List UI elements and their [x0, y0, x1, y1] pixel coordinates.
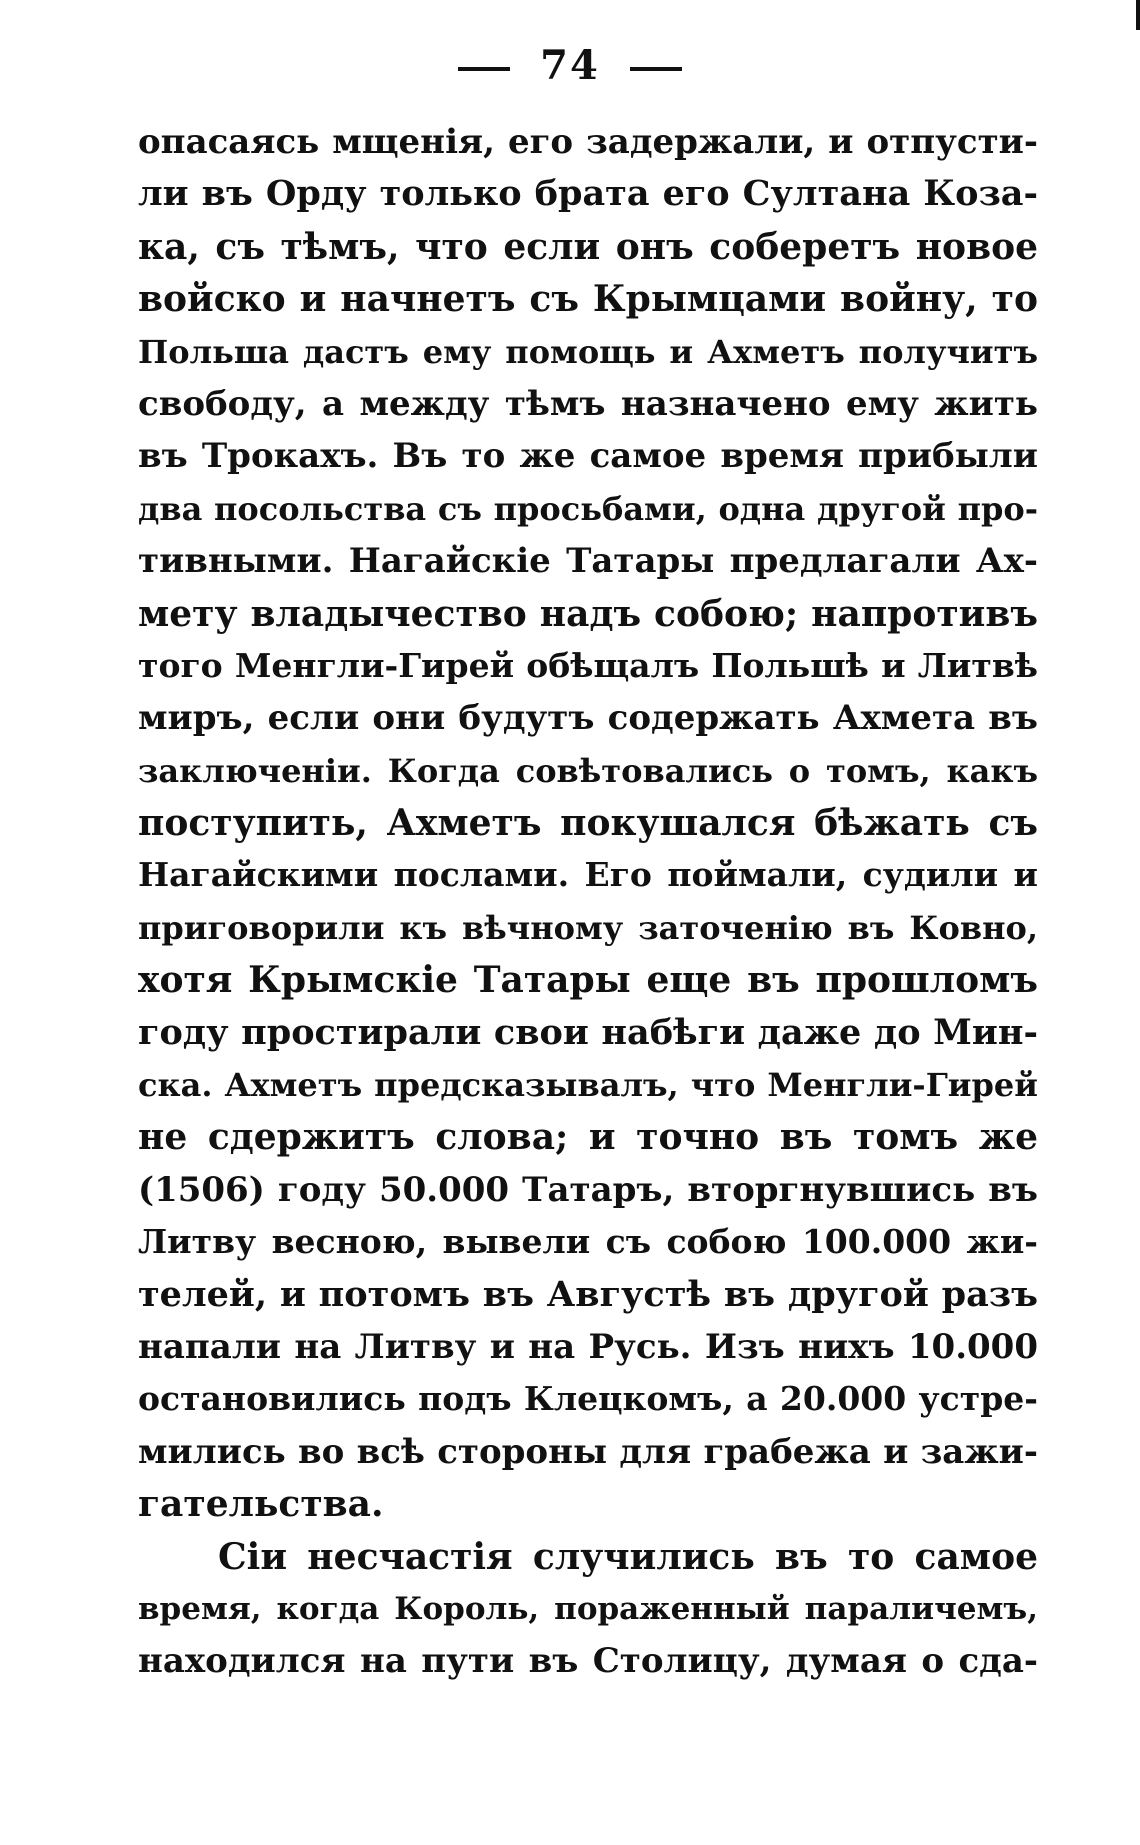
text-line: миръ, если они будутъ содержать Ахмета въ	[138, 698, 1038, 739]
text-line: напали на Литву и на Русь. Изъ нихъ 10.000	[138, 1326, 1038, 1367]
text-line: Нагайскими послами. Его поймали, судили и	[138, 855, 1038, 895]
text-line: время, когда Король, пораженный параличемъ,	[138, 1590, 1038, 1627]
text-line-paragraph-start: Сіи несчастія случились въ то самое	[218, 1535, 1038, 1578]
text-line: Польша дастъ ему помощь и Ахметъ получитъ	[138, 332, 1038, 371]
page-edge-mark	[1136, 0, 1140, 30]
text-line: того Менгли-Гирей обѣщалъ Польшѣ и Литвѣ	[138, 645, 1038, 685]
text-line: Литву весною, вывели съ собою 100.000 жи-	[138, 1222, 1038, 1262]
page-header	[0, 36, 1140, 96]
text-line: ли въ Орду только брата его Султана Коза-	[138, 173, 1038, 215]
body-text	[138, 116, 1038, 1688]
page-number: 74	[540, 42, 600, 89]
text-line: мились во всѣ стороны для грабежа и зажи-	[138, 1431, 1038, 1472]
text-line: мету владычество надъ собою; напротивъ	[138, 592, 1038, 635]
text-line-paragraph-end: гательства.	[138, 1483, 384, 1526]
text-line: войско и начнетъ съ Крымцами войну, то	[138, 278, 1038, 321]
header-dash-right	[630, 67, 682, 71]
text-line: заключеніи. Когда совѣтовались о томъ, какъ	[138, 751, 1038, 790]
text-line: году простирали свои набѣги даже до Мин-	[138, 1011, 1038, 1053]
text-line: находился на пути въ Столицу, думая о сда-	[138, 1641, 1038, 1682]
text-line: телей, и потомъ въ Августѣ въ другой разъ	[138, 1273, 1038, 1315]
text-line: хотя Крымскіе Татары еще въ прошломъ	[138, 959, 1038, 1002]
text-line: ска. Ахметъ предсказывалъ, что Менгли-Гирей	[138, 1066, 1038, 1105]
text-line: свободу, а между тѣмъ назначено ему жить	[138, 383, 1038, 424]
text-line: два посольства съ просьбами, одна другой про-	[138, 489, 1038, 528]
text-line: ка, съ тѣмъ, что если онъ соберетъ новое	[138, 225, 1038, 268]
text-line: поступить, Ахметъ покушался бѣжать съ	[138, 802, 1038, 845]
text-line: въ Трокахъ. Въ то же самое время прибыли	[138, 436, 1038, 477]
text-line: приговорили къ вѣчному заточенію въ Ковно,	[138, 908, 1038, 947]
text-line: опасаясь мщенія, его задержали, и отпусти-	[138, 122, 1038, 162]
header-dash-left	[458, 67, 510, 71]
text-line: (1506) году 50.000 Татаръ, вторгнувшись въ	[138, 1169, 1038, 1210]
text-line: тивными. Нагайскіе Татары предлагали Ах-	[138, 541, 1038, 582]
text-line: остановились подъ Клецкомъ, а 20.000 устре-	[138, 1379, 1038, 1419]
text-line: не сдержитъ слова; и точно въ томъ же	[138, 1116, 1038, 1159]
